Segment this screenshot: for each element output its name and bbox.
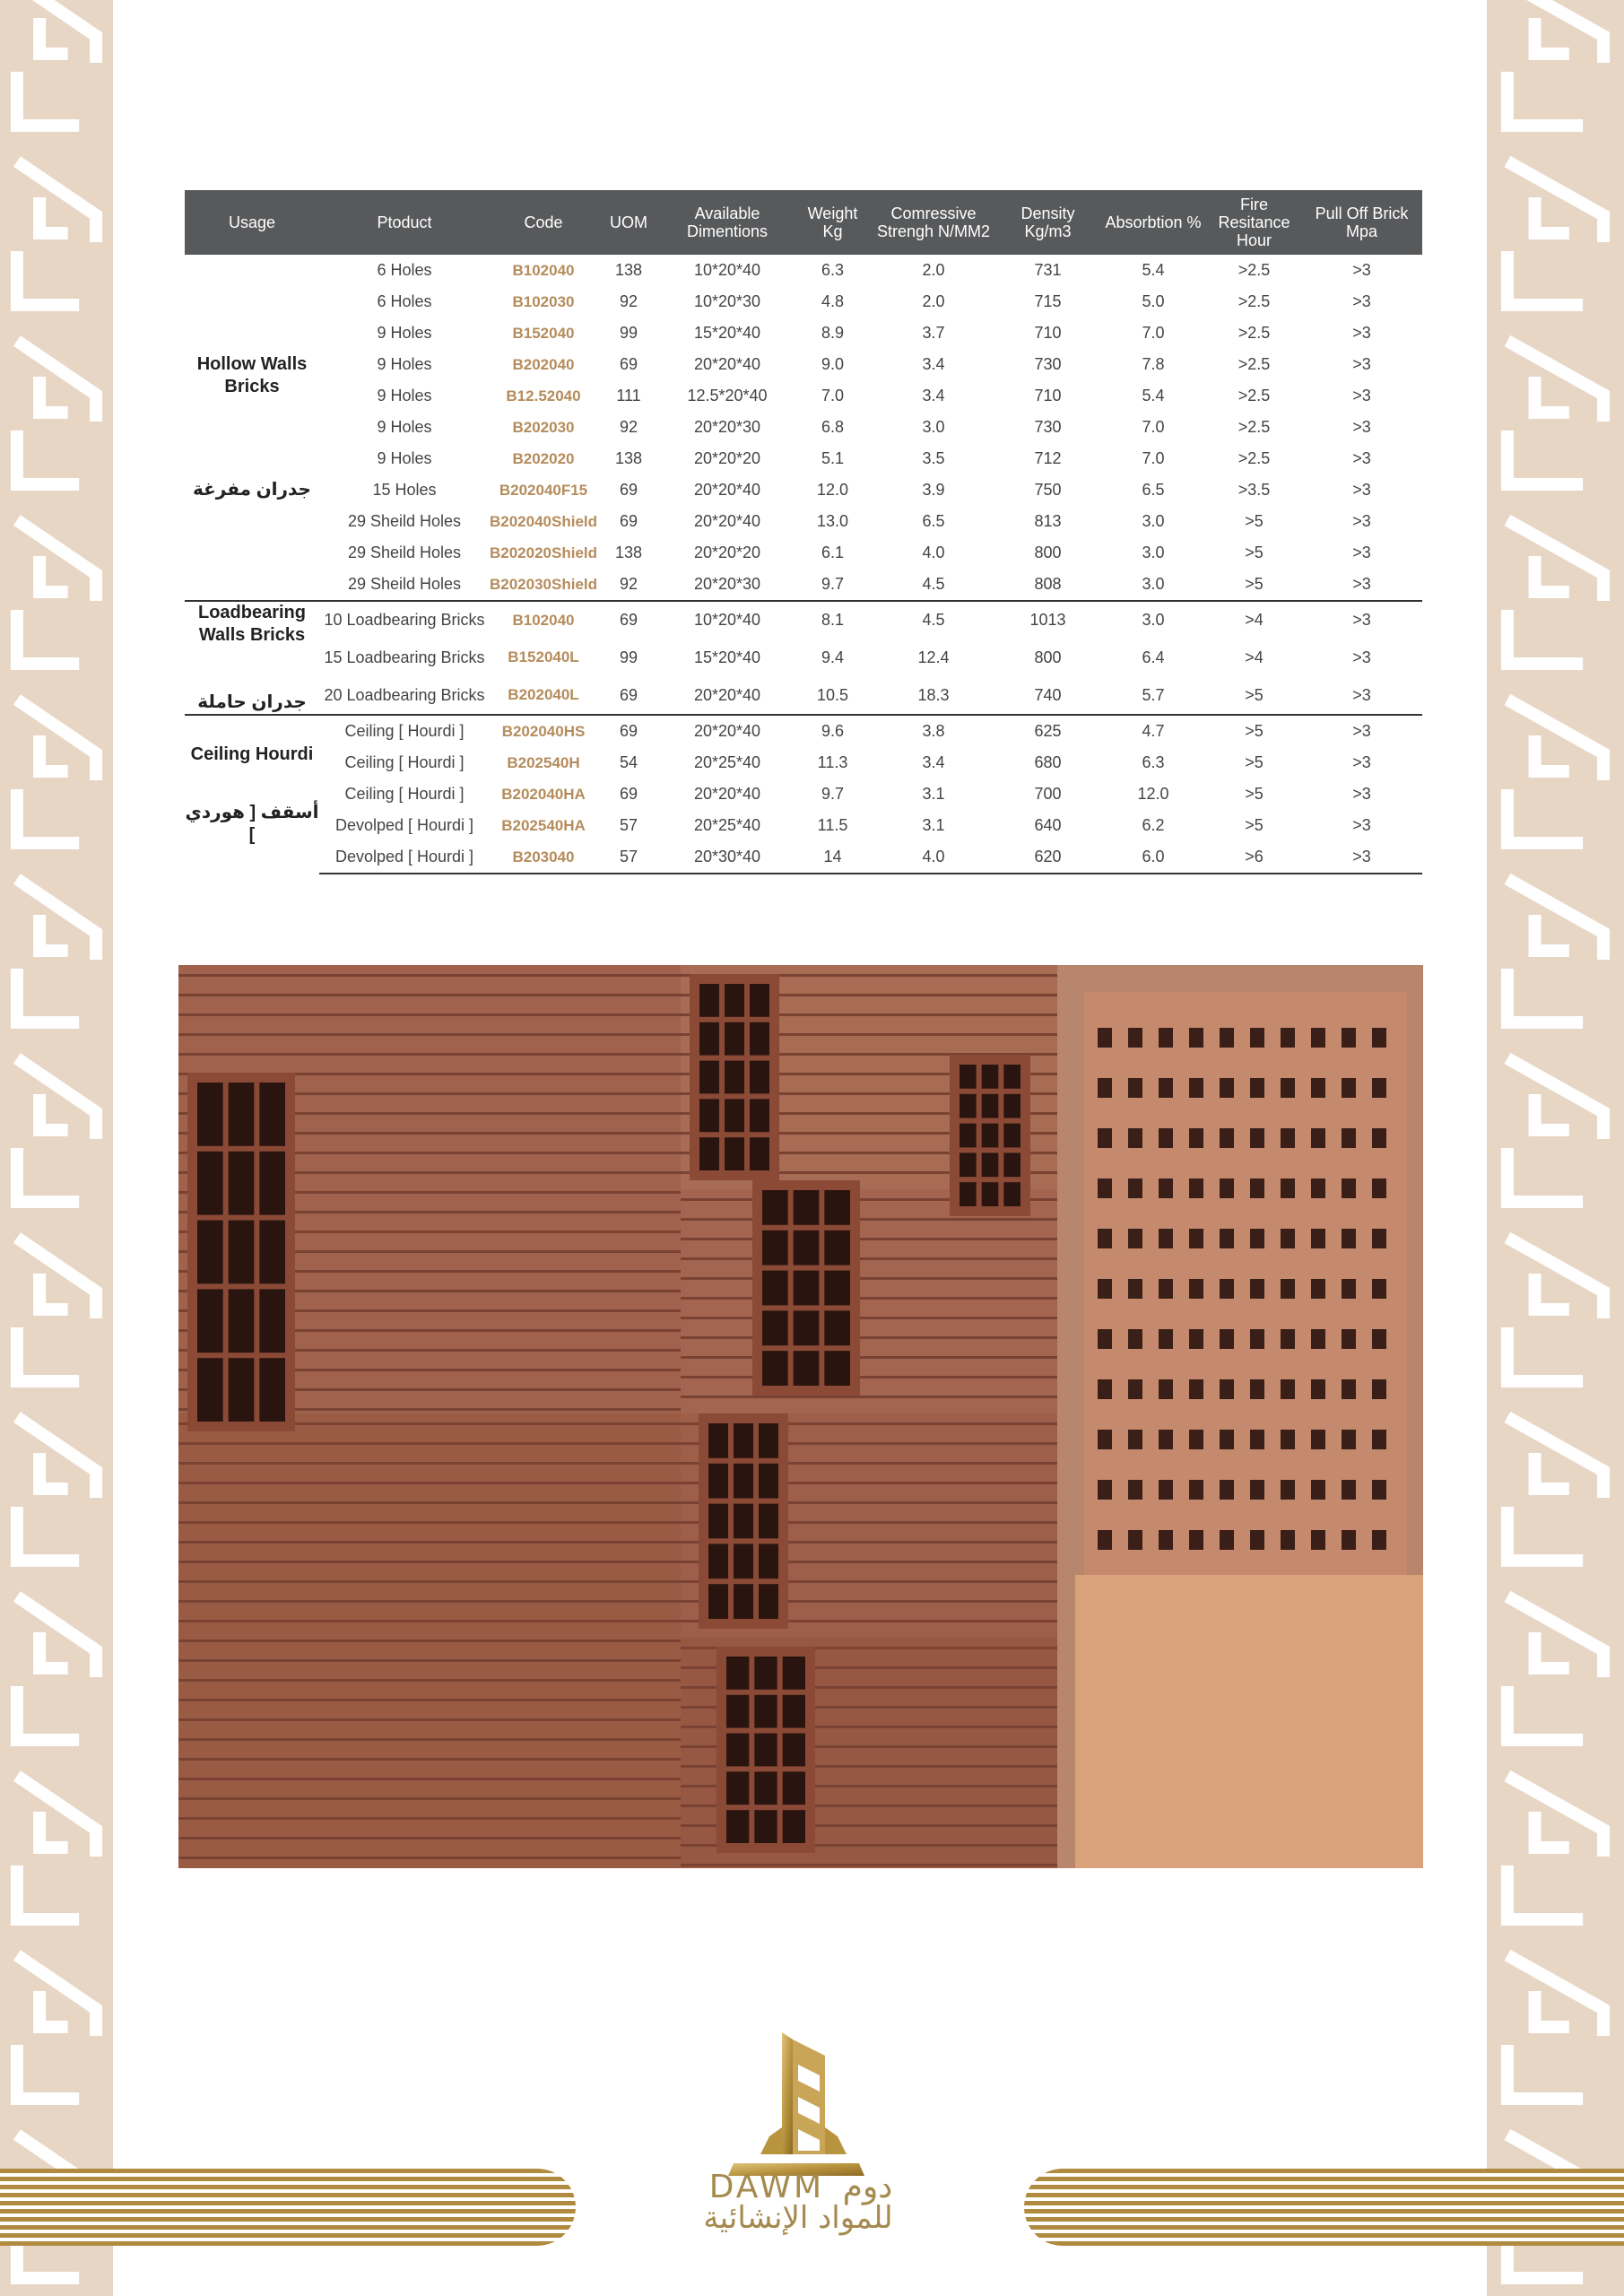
table-row xyxy=(185,286,1422,317)
weight-cell: 4.8 xyxy=(821,292,845,310)
pulloff-cell: >3 xyxy=(1301,841,1422,874)
product-cell: 9 Holes xyxy=(377,324,432,342)
table-row xyxy=(185,841,1422,874)
table-row xyxy=(185,569,1422,601)
header-usage: Usage xyxy=(185,190,319,255)
density-cell: 625 xyxy=(996,715,1099,747)
uom-cell: 92 xyxy=(619,292,638,310)
product-cell: 9 Holes xyxy=(377,355,432,373)
uom-cell: 69 xyxy=(619,785,638,803)
absorption-cell: 4.7 xyxy=(1099,715,1207,747)
uom-cell: 69 xyxy=(597,715,660,747)
uom-cell: 69 xyxy=(597,601,660,639)
uom-cell: 138 xyxy=(614,261,643,279)
bricks-photo xyxy=(178,965,1423,1868)
pulloff-cell: >3 xyxy=(1352,785,1371,803)
dimensions-cell: 20*25*40 xyxy=(693,753,761,771)
product-cell: 6 Holes xyxy=(377,261,432,279)
fire-cell: >2.5 xyxy=(1238,418,1271,436)
absorption-cell: 3.0 xyxy=(1142,512,1165,530)
fire-cell: >3.5 xyxy=(1238,481,1271,499)
strength-cell: 3.0 xyxy=(922,418,945,436)
code-cell: B202020Shield xyxy=(490,544,598,561)
dimensions-cell: 20*20*40 xyxy=(693,481,761,499)
brick-spec-table xyxy=(185,190,1422,874)
pulloff-cell: >3 xyxy=(1352,292,1371,310)
code-cell: B202540H xyxy=(507,753,580,771)
table-header-row xyxy=(185,190,1422,255)
dimensions-cell: 20*20*20 xyxy=(693,544,761,561)
absorption-cell: 5.0 xyxy=(1142,292,1165,310)
weight-cell: 7.0 xyxy=(821,387,845,404)
weight-cell: 9.6 xyxy=(795,715,871,747)
table-row xyxy=(185,380,1422,412)
fire-cell: >5 xyxy=(1245,685,1264,704)
usage-label-en: Loadbearing Walls Bricks xyxy=(197,603,306,645)
table-row xyxy=(185,639,1422,677)
product-cell: Ceiling [ Hourdi ] xyxy=(344,753,465,771)
strength-cell: 3.1 xyxy=(922,816,945,834)
fire-cell: >5 xyxy=(1245,575,1264,593)
dimensions-cell: 12.5*20*40 xyxy=(687,387,768,404)
dimensions-cell: 20*20*40 xyxy=(693,785,761,803)
weight-cell: 9.4 xyxy=(821,648,845,666)
fire-cell: >5 xyxy=(1245,753,1264,771)
code-cell: B202040F15 xyxy=(499,481,588,499)
table-row xyxy=(185,747,1422,778)
uom-cell: 69 xyxy=(619,512,638,530)
code-cell: B202040HA xyxy=(501,785,586,803)
fire-cell: >5 xyxy=(1245,785,1264,803)
weight-cell: 9.7 xyxy=(821,575,845,593)
pulloff-cell: >3 xyxy=(1352,261,1371,279)
density-cell: 740 xyxy=(1034,685,1062,704)
fire-cell: >5 xyxy=(1245,544,1264,561)
dimensions-cell: 10*20*30 xyxy=(693,292,761,310)
product-cell: 6 Holes xyxy=(377,292,432,310)
product-cell: 20 Loadbearing Bricks xyxy=(324,685,485,704)
table-row xyxy=(185,810,1422,841)
pulloff-cell: >3 xyxy=(1301,715,1422,747)
pulloff-cell: >3 xyxy=(1352,648,1371,666)
uom-cell: 99 xyxy=(619,324,638,342)
pulloff-cell: >3 xyxy=(1352,753,1371,771)
pulloff-cell: >3 xyxy=(1352,544,1371,561)
code-cell: B102040 xyxy=(512,261,575,279)
pulloff-cell: >3 xyxy=(1352,449,1371,467)
strength-cell: 4.5 xyxy=(922,575,945,593)
weight-cell: 14 xyxy=(795,841,871,874)
strength-cell: 12.4 xyxy=(917,648,950,666)
header-absorption: Absorbtion % xyxy=(1099,190,1207,255)
table-row xyxy=(185,676,1422,715)
usage-label-ar: جدران مفرغة xyxy=(193,480,311,500)
code-cell: B102030 xyxy=(512,292,575,310)
uom-cell: 99 xyxy=(619,648,638,666)
fire-cell: >2.5 xyxy=(1238,387,1271,404)
absorption-cell: 7.0 xyxy=(1142,418,1165,436)
strength-cell: 4.0 xyxy=(871,841,996,874)
weight-cell: 6.3 xyxy=(821,261,845,279)
uom-cell: 92 xyxy=(619,575,638,593)
product-cell: 29 Sheild Holes xyxy=(347,544,462,561)
density-cell: 730 xyxy=(1034,418,1062,436)
pulloff-cell: >3 xyxy=(1352,387,1371,404)
footer-stripes-left xyxy=(0,2169,576,2246)
absorption-cell: 12.0 xyxy=(1137,785,1169,803)
weight-cell: 5.1 xyxy=(821,449,845,467)
usage-label-en: Ceiling Hourdi xyxy=(190,744,314,764)
strength-cell: 3.5 xyxy=(922,449,945,467)
table-row xyxy=(185,255,1422,286)
dimensions-cell: 20*20*40 xyxy=(693,685,761,704)
pulloff-cell: >3 xyxy=(1352,685,1371,704)
header-pull-off: Pull Off Brick Mpa xyxy=(1301,190,1422,255)
footer-stripes-right xyxy=(1024,2169,1624,2246)
uom-cell: 57 xyxy=(619,816,638,834)
absorption-cell: 6.4 xyxy=(1142,648,1165,666)
strength-cell: 3.8 xyxy=(871,715,996,747)
density-cell: 680 xyxy=(1034,753,1062,771)
weight-cell: 10.5 xyxy=(816,685,849,704)
density-cell: 731 xyxy=(1034,261,1062,279)
strength-cell: 3.9 xyxy=(922,481,945,499)
strength-cell: 6.5 xyxy=(922,512,945,530)
absorption-cell: 5.4 xyxy=(1142,387,1165,404)
weight-cell: 11.5 xyxy=(817,816,848,834)
product-cell: 29 Sheild Holes xyxy=(347,575,462,593)
product-cell: 29 Sheild Holes xyxy=(347,512,462,530)
header-fire-resistance: Fire Resitance Hour xyxy=(1207,190,1301,255)
density-cell: 750 xyxy=(1034,481,1062,499)
header-dimensions: Available Dimentions xyxy=(660,190,795,255)
product-cell: Devolped [ Hourdi ] xyxy=(334,816,474,834)
table-row xyxy=(185,317,1422,349)
fire-cell: >4 xyxy=(1207,601,1301,639)
dimensions-cell: 20*20*30 xyxy=(693,575,761,593)
strength-cell: 3.4 xyxy=(922,355,945,373)
absorption-cell: 6.2 xyxy=(1142,816,1165,834)
code-cell: B202020 xyxy=(512,449,575,467)
density-cell: 800 xyxy=(1034,544,1062,561)
table-row xyxy=(185,412,1422,443)
weight-cell: 12.0 xyxy=(816,481,849,499)
weight-cell: 11.3 xyxy=(817,753,848,771)
dimensions-cell: 20*20*40 xyxy=(693,355,761,373)
pulloff-cell: >3 xyxy=(1352,575,1371,593)
dimensions-cell: 20*20*40 xyxy=(660,715,795,747)
strength-cell: 3.7 xyxy=(922,324,945,342)
stacked-bricks-image xyxy=(178,965,1423,1868)
dimensions-cell: 20*20*20 xyxy=(693,449,761,467)
weight-cell: 6.8 xyxy=(821,418,845,436)
code-cell: B202040Shield xyxy=(490,512,598,530)
fire-cell: >2.5 xyxy=(1238,261,1271,279)
code-cell: B152040L xyxy=(508,648,579,666)
usage-label-en: Hollow Walls Bricks xyxy=(196,354,308,396)
fire-cell: >4 xyxy=(1245,648,1264,666)
dimensions-cell: 20*20*30 xyxy=(693,418,761,436)
uom-cell: 69 xyxy=(619,355,638,373)
product-cell: 15 Loadbearing Bricks xyxy=(324,648,485,666)
product-cell: 9 Holes xyxy=(377,387,432,404)
uom-cell: 92 xyxy=(619,418,638,436)
header-uom: UOM xyxy=(597,190,660,255)
weight-cell: 9.7 xyxy=(821,785,845,803)
weight-cell: 13.0 xyxy=(816,512,849,530)
fire-cell: >5 xyxy=(1245,512,1264,530)
strength-cell: 3.1 xyxy=(922,785,945,803)
header-weight: Weight Kg xyxy=(795,190,871,255)
density-cell: 715 xyxy=(1034,292,1062,310)
logo-arabic-subtitle: للمواد الإنشائية xyxy=(703,2200,893,2236)
fire-cell: >5 xyxy=(1207,715,1301,747)
code-cell: B203040 xyxy=(490,841,597,874)
code-cell: B202030Shield xyxy=(490,575,598,593)
absorption-cell: 5.7 xyxy=(1142,685,1165,704)
usage-label-ar: أسقف [ هوردي ] xyxy=(185,802,319,845)
density-cell: 730 xyxy=(1034,355,1062,373)
uom-cell: 69 xyxy=(619,481,638,499)
table-row xyxy=(185,778,1422,810)
product-cell: 10 Loadbearing Bricks xyxy=(319,601,490,639)
uom-cell: 138 xyxy=(614,449,643,467)
table-row xyxy=(185,601,1422,639)
table-row xyxy=(185,474,1422,506)
header-code: Code xyxy=(490,190,597,255)
code-cell: B202040 xyxy=(512,355,575,373)
strength-cell: 2.0 xyxy=(922,261,945,279)
pulloff-cell: >3 xyxy=(1352,481,1371,499)
absorption-cell: 6.3 xyxy=(1142,753,1165,771)
dimensions-cell: 20*30*40 xyxy=(660,841,795,874)
pulloff-cell: >3 xyxy=(1352,355,1371,373)
header-product: Ptoduct xyxy=(319,190,490,255)
product-cell: 15 Holes xyxy=(372,481,437,499)
uom-cell: 69 xyxy=(619,685,638,704)
density-cell: 620 xyxy=(996,841,1099,874)
product-cell: Devolped [ Hourdi ] xyxy=(319,841,490,874)
dimensions-cell: 10*20*40 xyxy=(693,261,761,279)
code-cell: B12.52040 xyxy=(506,387,581,404)
code-cell: B152040 xyxy=(512,324,575,342)
code-cell: B202540HA xyxy=(501,816,586,834)
header-compressive-strength: Comressive Strengh N/MM2 xyxy=(871,190,996,255)
absorption-cell: 3.0 xyxy=(1142,575,1165,593)
right-pattern-band xyxy=(1487,0,1624,2296)
geometric-pattern xyxy=(1487,0,1624,2296)
code-cell: B202030 xyxy=(512,418,575,436)
dimensions-cell: 20*20*40 xyxy=(693,512,761,530)
logo-latin-text: DAWM xyxy=(708,2169,825,2205)
density-cell: 640 xyxy=(1034,816,1062,834)
dimensions-cell: 10*20*40 xyxy=(660,601,795,639)
strength-cell: 4.5 xyxy=(871,601,996,639)
pulloff-cell: >3 xyxy=(1352,418,1371,436)
strength-cell: 2.0 xyxy=(922,292,945,310)
absorption-cell: 7.8 xyxy=(1142,355,1165,373)
dimensions-cell: 15*20*40 xyxy=(693,324,761,342)
code-cell: B102040 xyxy=(490,601,597,639)
product-cell: 9 Holes xyxy=(377,418,432,436)
usage-cell xyxy=(185,255,319,601)
table-row xyxy=(185,349,1422,380)
logo-arabic-name: دوم xyxy=(842,2169,893,2205)
usage-label-ar: جدران حاملة xyxy=(197,692,307,712)
header-density: Density Kg/m3 xyxy=(996,190,1099,255)
absorption-cell: 6.0 xyxy=(1099,841,1207,874)
pulloff-cell: >3 xyxy=(1352,512,1371,530)
uom-cell: 54 xyxy=(619,753,638,771)
pulloff-cell: >3 xyxy=(1352,816,1371,834)
code-cell: B202040HS xyxy=(490,715,597,747)
density-cell: 813 xyxy=(1034,512,1062,530)
geometric-pattern xyxy=(0,0,113,2296)
table-row xyxy=(185,715,1422,747)
product-cell: 9 Holes xyxy=(377,449,432,467)
pulloff-cell: >3 xyxy=(1301,601,1422,639)
pulloff-cell: >3 xyxy=(1352,324,1371,342)
product-cell: Ceiling [ Hourdi ] xyxy=(319,715,490,747)
left-pattern-band xyxy=(0,0,113,2296)
strength-cell: 3.4 xyxy=(922,753,945,771)
density-cell: 710 xyxy=(1034,324,1062,342)
table-row xyxy=(185,506,1422,537)
weight-cell: 8.1 xyxy=(795,601,871,639)
table-row xyxy=(185,443,1422,474)
density-cell: 712 xyxy=(1034,449,1062,467)
fire-cell: >2.5 xyxy=(1238,355,1271,373)
uom-cell: 138 xyxy=(614,544,643,561)
weight-cell: 6.1 xyxy=(821,544,845,561)
uom-cell: 111 xyxy=(616,387,641,404)
absorption-cell: 7.0 xyxy=(1142,324,1165,342)
dimensions-cell: 15*20*40 xyxy=(693,648,761,666)
weight-cell: 8.9 xyxy=(821,324,845,342)
absorption-cell: 7.0 xyxy=(1142,449,1165,467)
density-cell: 808 xyxy=(1034,575,1062,593)
product-cell: Ceiling [ Hourdi ] xyxy=(344,785,465,803)
dimensions-cell: 20*25*40 xyxy=(693,816,761,834)
uom-cell: 57 xyxy=(597,841,660,874)
fire-cell: >2.5 xyxy=(1238,292,1271,310)
strength-cell: 3.4 xyxy=(922,387,945,404)
absorption-cell: 5.4 xyxy=(1142,261,1165,279)
fire-cell: >2.5 xyxy=(1238,324,1271,342)
absorption-cell: 3.0 xyxy=(1099,601,1207,639)
table-row xyxy=(185,537,1422,569)
strength-cell: 4.0 xyxy=(922,544,945,561)
fire-cell: >5 xyxy=(1245,816,1264,834)
density-cell: 710 xyxy=(1034,387,1062,404)
fire-cell: >2.5 xyxy=(1238,449,1271,467)
usage-cell xyxy=(185,715,319,874)
absorption-cell: 6.5 xyxy=(1142,481,1165,499)
code-cell: B202040L xyxy=(508,686,579,704)
absorption-cell: 3.0 xyxy=(1142,544,1165,561)
density-cell: 1013 xyxy=(996,601,1099,639)
strength-cell: 18.3 xyxy=(917,685,950,704)
fire-cell: >6 xyxy=(1207,841,1301,874)
weight-cell: 9.0 xyxy=(821,355,845,373)
density-cell: 700 xyxy=(1034,785,1062,803)
usage-cell xyxy=(185,601,319,715)
density-cell: 800 xyxy=(1034,648,1062,666)
